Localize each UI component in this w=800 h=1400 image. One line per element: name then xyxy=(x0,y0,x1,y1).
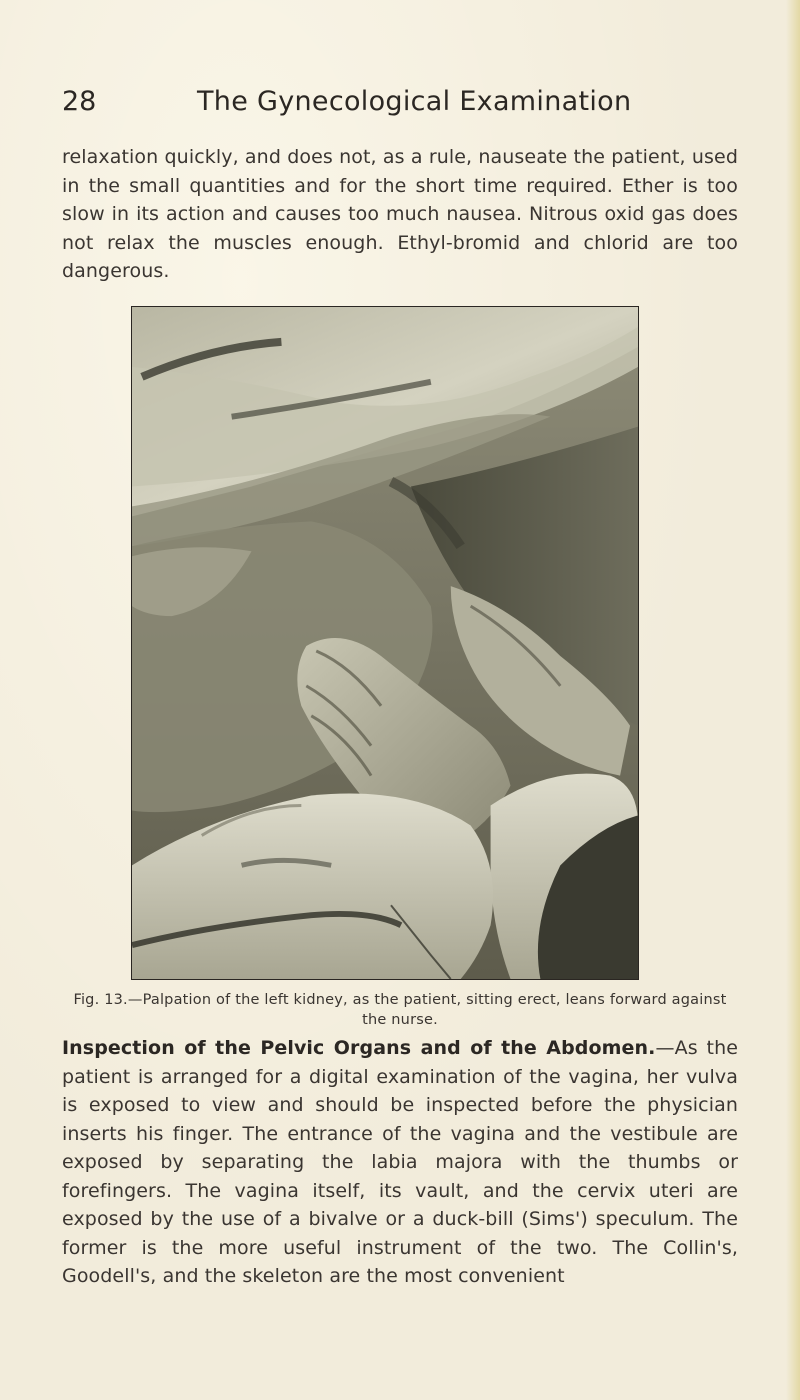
running-title: The Gynecological Examination xyxy=(197,86,632,117)
paragraph-2-text: —As the patient is arranged for a digital examination of the vagina, her vulva is exposed to view and should be inspected before the physician inserts his finger. The entrance of the vagina and the vestibule are exposed by separating the labia majora with the thumbs or forefingers. The vagina itself, its vault, and the cervix uteri are exposed by the use of a bivalve or a duck-bill (Sims') speculum. The former is the more useful instrument of the two. The Collin's, Goodell's, and the skeleton are the most convenient xyxy=(62,1037,738,1287)
section-heading: Inspection of the Pelvic Organs and of the Abdomen. xyxy=(62,1037,656,1059)
page-number: 28 xyxy=(62,86,97,117)
figure-photograph xyxy=(131,306,639,980)
running-head xyxy=(62,86,752,126)
figure-caption: Fig. 13.—Palpation of the left kidney, as the patient, sitting erect, leans forward against the nurse. xyxy=(73,992,727,1028)
page-edge xyxy=(786,0,800,1400)
body-paragraph-1: relaxation quickly, and does not, as a rule, nauseate the patient, used in the small quantities and for the short time required. Ether is too slow in its action and causes too much nausea. Nitrous oxid gas does not relax the muscles enough. Ethyl-bromid and chlorid are too dangerous. xyxy=(62,146,738,282)
kidney-palpation-photo xyxy=(132,307,638,979)
body-paragraph-2 xyxy=(62,1034,738,1291)
